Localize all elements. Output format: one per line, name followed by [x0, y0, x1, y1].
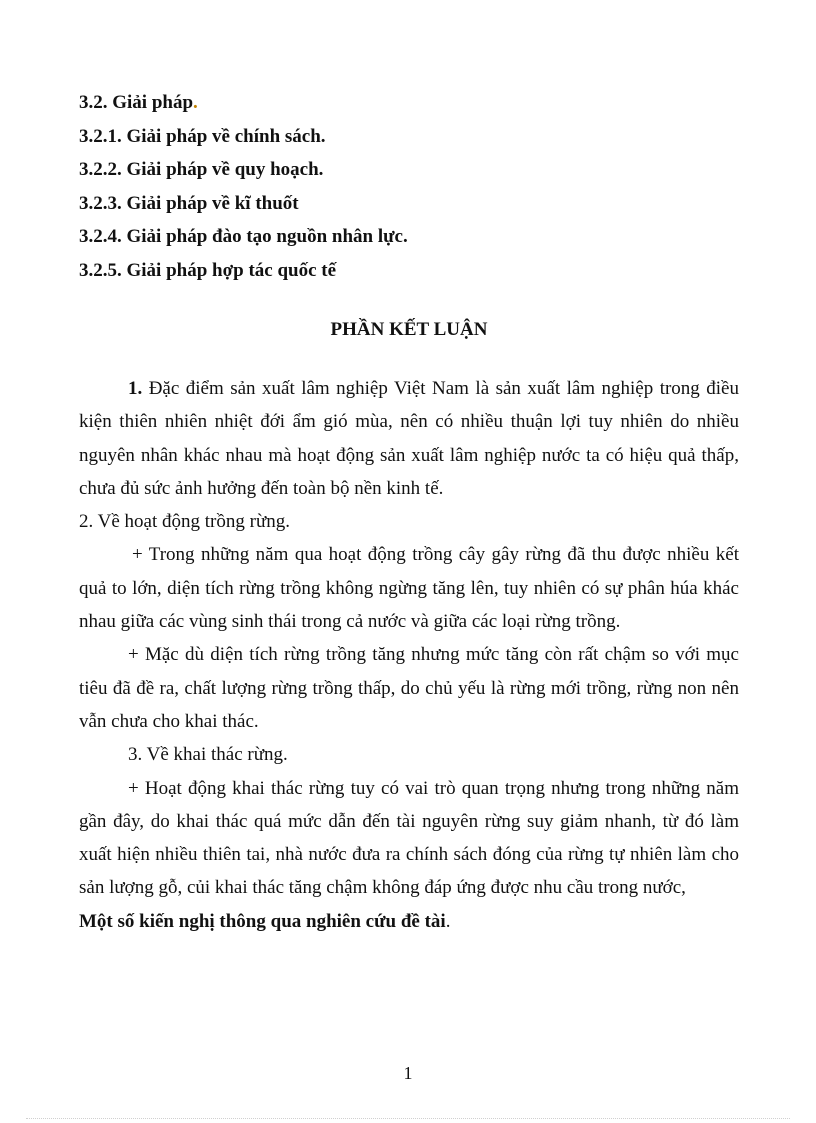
- paragraph-2-heading: 2. Về hoạt động trồng rừng.: [79, 511, 291, 533]
- paragraph-2b: + Mặc dù diện tích rừng trồng tăng nhưng mức tăng còn rất chậm so với mục tiêu đã đề ra, chất lượng rừng trồng thấp, do chủ yếu là rừng mới trồng, rừng non nên vẫn chưa cho khai thác.: [79, 644, 739, 732]
- closing-line: [79, 905, 739, 938]
- closing-bold-text: Một số kiến nghị thông qua nghiên cứu đề tài: [79, 910, 446, 932]
- closing-end: .: [445, 910, 451, 932]
- heading-3-2: [79, 86, 739, 120]
- heading-3-2-5: 3.2.5. Giải pháp hợp tác quốc tế: [79, 259, 337, 281]
- paragraph-2a: + Trong những năm qua hoạt động trồng cây gây rừng đã thu được nhiều kết quả to lớn, diện tích rừng trồng không ngừng tăng lên, tuy nhiên có sự phân húa khác nhau giữa các vùng sinh thái trong cả nước và giữa các loại rừng trồng.: [79, 544, 739, 633]
- page-content: [79, 86, 739, 938]
- page-number: 1: [403, 1063, 413, 1083]
- section-title: PHẦN KẾT LUẬN: [330, 319, 488, 340]
- paragraph-1-text: Đặc điểm sản xuất lâm nghiệp Việt Nam là sản xuất lâm nghiệp trong điều kiện thiên nhiên nhiệt đới ẩm gió mùa, nên có nhiều thuận lợi tuy nhiên do nhiều nguyên nhân khác nhau mà hoạt động sản xuất lâm nghiệp nước ta có hiệu quả thấp, chưa đủ sức ảnh hưởng đến toàn bộ nền kinh tế.: [79, 378, 739, 499]
- heading-3-2-2: 3.2.2. Giải pháp về quy hoạch.: [79, 159, 324, 180]
- heading-3-2-text: 3.2. Giải pháp: [79, 92, 194, 113]
- heading-3-2-4: 3.2.4. Giải pháp đào tạo nguồn nhân lực.: [79, 226, 408, 247]
- heading-3-2-1: 3.2.1. Giải pháp về chính sách.: [79, 125, 326, 147]
- paragraph-1: [79, 372, 739, 505]
- paragraph-3-heading: 3. Về khai thác rừng.: [128, 744, 288, 766]
- heading-3-2-dot: .: [193, 92, 198, 113]
- heading-3-2-3: 3.2.3. Giải pháp về kĩ thuốt: [79, 192, 299, 214]
- footer-divider: [26, 1118, 790, 1119]
- paragraph-1-number: 1.: [128, 378, 143, 399]
- paragraph-3a: + Hoạt động khai thác rừng tuy có vai trò quan trọng nhưng trong những năm gần đây, do khai thác quá mức dẫn đến tài nguyên rừng suy giảm nhanh, từ đó làm xuất hiện nhiều thiên tai, nhà nước đưa ra chính sách đóng của rừng tự nhiên làm cho sản lượng gỗ, củi khai thác tăng chậm không đáp ứng được nhu cầu trong nước,: [79, 777, 739, 899]
